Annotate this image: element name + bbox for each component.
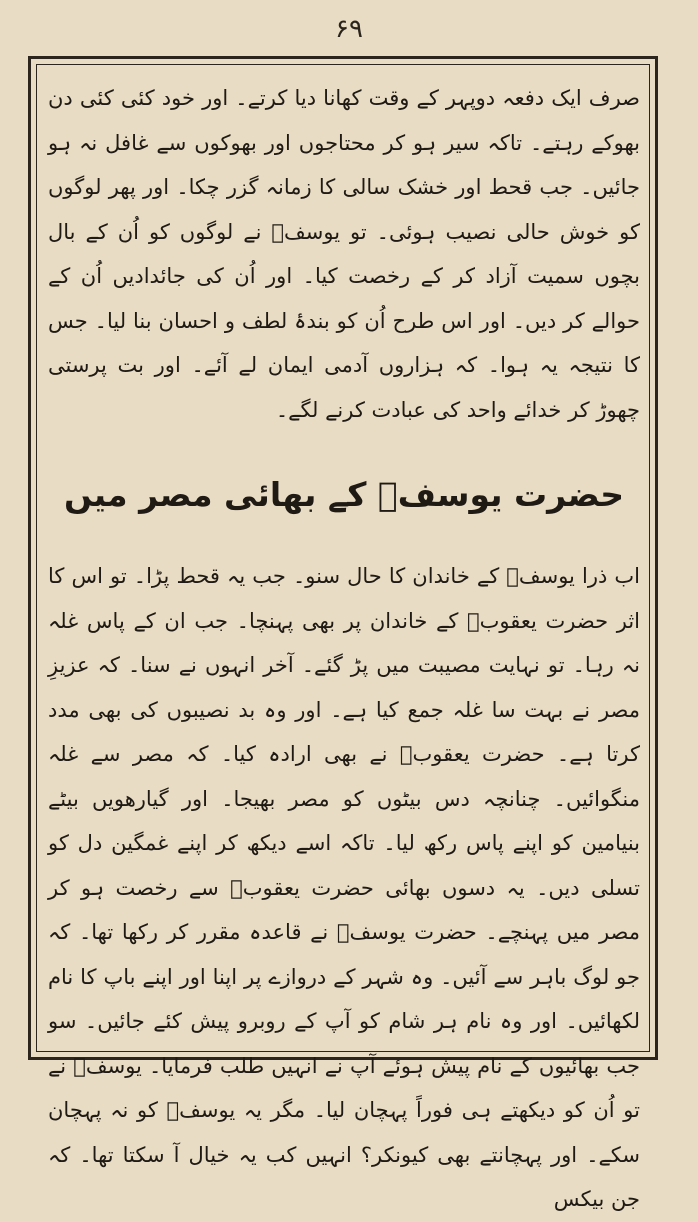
paragraph-1: صرف ایک دفعہ دوپہر کے وقت کھانا دیا کرتے۔ اور خود کئی کئی دن بھوکے رہتے۔ تاکہ سیر ہو کر محتاجوں اور بھوکوں سے غافل نہ ہو جائیں۔ جب قحط اور خشک سالی کا زمانہ گزر چکا۔ اور پھر لوگوں کو خوش حالی نصیب ہوئی۔ تو یوسفؑ نے لوگوں کو اُن کے بال بچوں سمیت آزاد کر کے رخصت کیا۔ اور اُن کی جائدادیں اُن کے حوالے کر دیں۔ اور اس طرح اُن کو بندۂ لطف و احسان بنا لیا۔ جس کا نتیجہ یہ ہوا۔ کہ ہزاروں آدمی ایمان لے آئے۔ اور بت پرستی چھوڑ کر خدائے واحد کی عبادت کرنے لگے۔ (48, 86, 640, 422)
page-number: ۶۹ (335, 14, 363, 44)
paragraph-2: اب ذرا یوسفؑ کے خاندان کا حال سنو۔ جب یہ قحط پڑا۔ تو اس کا اثر حضرت یعقوبؑ کے خاندان پر بھی پہنچا۔ جب ان کے پاس غلہ نہ رہا۔ تو نہایت مصیبت میں پڑ گئے۔ آخر انہوں نے سنا۔ کہ عزیزِ مصر نے بہت سا غلہ جمع کیا ہے۔ اور وہ بد نصیبوں کی بھی مدد کرتا ہے۔ حضرت یعقوبؑ نے بھی ارادہ کیا۔ کہ مصر سے غلہ منگوائیں۔ چنانچہ دس بیٹوں کو مصر بھیجا۔ اور گیارھویں بیٹے بنیامین کو اپنے پاس رکھ لیا۔ تاکہ اسے دیکھ کر اپنے غمگین دل کو تسلی دیں۔ یہ دسوں بھائی حضرت یعقوبؑ سے رخصت ہو کر مصر میں پہنچے۔ حضرت یوسفؑ نے قاعدہ مقرر کر رکھا تھا۔ کہ جو لوگ باہر سے آئیں۔ وہ شہر کے دروازے پر اپنا اور اپنے باپ کا نام لکھائیں۔ اور وہ نام ہر شام کو آپ کے روبرو پیش کئے جائیں۔ سو جب بھائیوں کے نام پیش ہوئے آپ نے انہیں طلب فرمایا۔ یوسفؑ نے تو اُن کو دیکھتے ہی فوراً پہچان لیا۔ مگر یہ یوسفؑ کو نہ پہچان سکے۔ اور پہچانتے بھی کیونکر؟ انہیں کب یہ خیال آ سکتا تھا۔ کہ جن بیکس (48, 564, 640, 1211)
section-heading: حضرت یوسفؑ کے بھائی مصر میں (63, 475, 625, 514)
page-content (48, 76, 640, 1211)
